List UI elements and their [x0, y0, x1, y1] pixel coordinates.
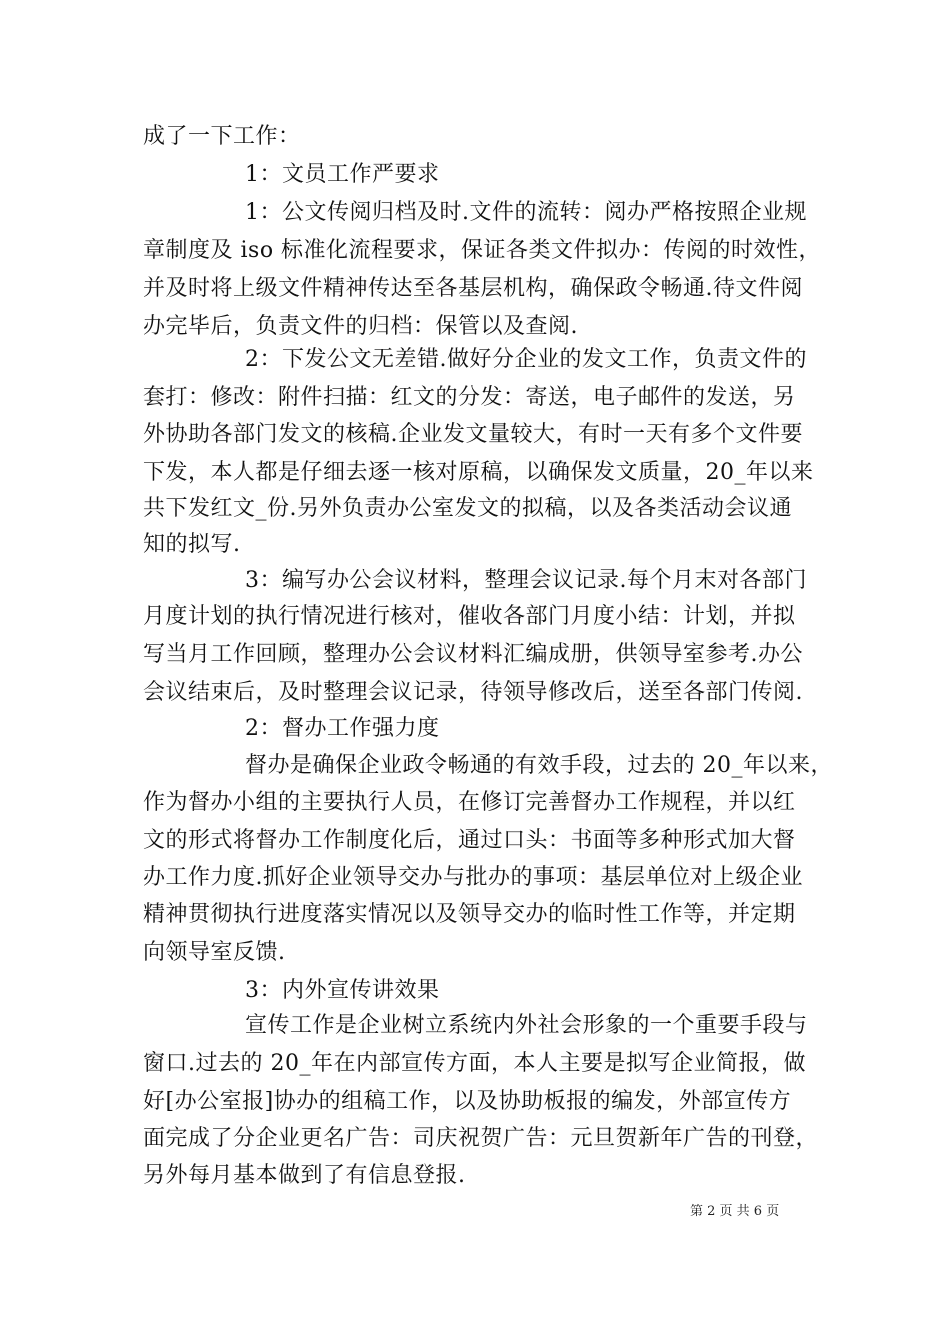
text-line: 会议结束后，及时整理会议记录，待领导修改后，送至各部门传阅. [143, 680, 803, 705]
text-line: 办完毕后，负责文件的归档：保管以及查阅. [143, 314, 578, 339]
text-line: 作为督办小组的主要执行人员，在修订完善督办工作规程，并以红 [143, 790, 796, 815]
text-line: 文的形式将督办工作制度化后，通过口头：书面等多种形式加大督 [143, 828, 796, 853]
text-line: 月度计划的执行情况进行核对，催收各部门月度小结：计划，并拟 [143, 604, 796, 629]
text-line: 套打：修改：附件扫描：红文的分发：寄送，电子邮件的发送，另 [143, 385, 796, 410]
paragraph-start: 3：编写办公会议材料，整理会议记录.每个月末对各部门 [245, 568, 807, 593]
section-heading: 1：文员工作严要求 [245, 162, 440, 187]
text-line: 办工作力度.抓好企业领导交办与批办的事项：基层单位对上级企业 [143, 865, 803, 890]
text-line: 外协助各部门发文的核稿.企业发文量较大，有时一天有多个文件要 [143, 422, 803, 447]
section-heading: 3：内外宣传讲效果 [245, 978, 440, 1003]
text-line: 好[办公室报]协办的组稿工作，以及协助板报的编发，外部宣传方 [143, 1089, 792, 1114]
paragraph-start: 宣传工作是企业树立系统内外社会形象的一个重要手段与 [245, 1013, 808, 1038]
text-line: 成了一下工作： [143, 124, 301, 149]
text-line: 精神贯彻执行进度落实情况以及领导交办的临时性工作等，并定期 [143, 902, 796, 927]
text-line: 窗口.过去的 20_年在内部宣传方面，本人主要是拟写企业简报，做 [143, 1051, 806, 1076]
text-line: 章制度及 iso 标准化流程要求，保证各类文件拟办：传阅的时效性， [143, 238, 822, 263]
text-line: 面完成了分企业更名广告：司庆祝贺广告：元旦贺新年广告的刊登， [143, 1126, 819, 1151]
paragraph-start: 督办是确保企业政令畅通的有效手段，过去的 20_年以来， [245, 753, 833, 778]
text-line: 向领导室反馈. [143, 940, 286, 965]
text-line: 知的拟写. [143, 532, 241, 557]
paragraph-start: 2：下发公文无差错.做好分企业的发文工作，负责文件的 [245, 347, 807, 372]
text-line: 下发，本人都是仔细去逐一核对原稿，以确保发文质量，20_年以来 [143, 460, 814, 485]
text-line: 并及时将上级文件精神传达至各基层机构，确保政令畅通.待文件阅 [143, 276, 803, 301]
page-number-footer: 第 2 页 共 6 页 [690, 1204, 780, 1219]
text-line: 共下发红文_份.另外负责办公室发文的拟稿，以及各类活动会议通 [143, 496, 792, 521]
text-line: 写当月工作回顾，整理办公会议材料汇编成册，供领导室参考.办公 [143, 642, 803, 667]
paragraph-start: 1：公文传阅归档及时.文件的流转：阅办严格按照企业规 [245, 200, 807, 225]
section-heading: 2：督办工作强力度 [245, 716, 440, 741]
text-line: 另外每月基本做到了有信息登报. [143, 1163, 466, 1188]
